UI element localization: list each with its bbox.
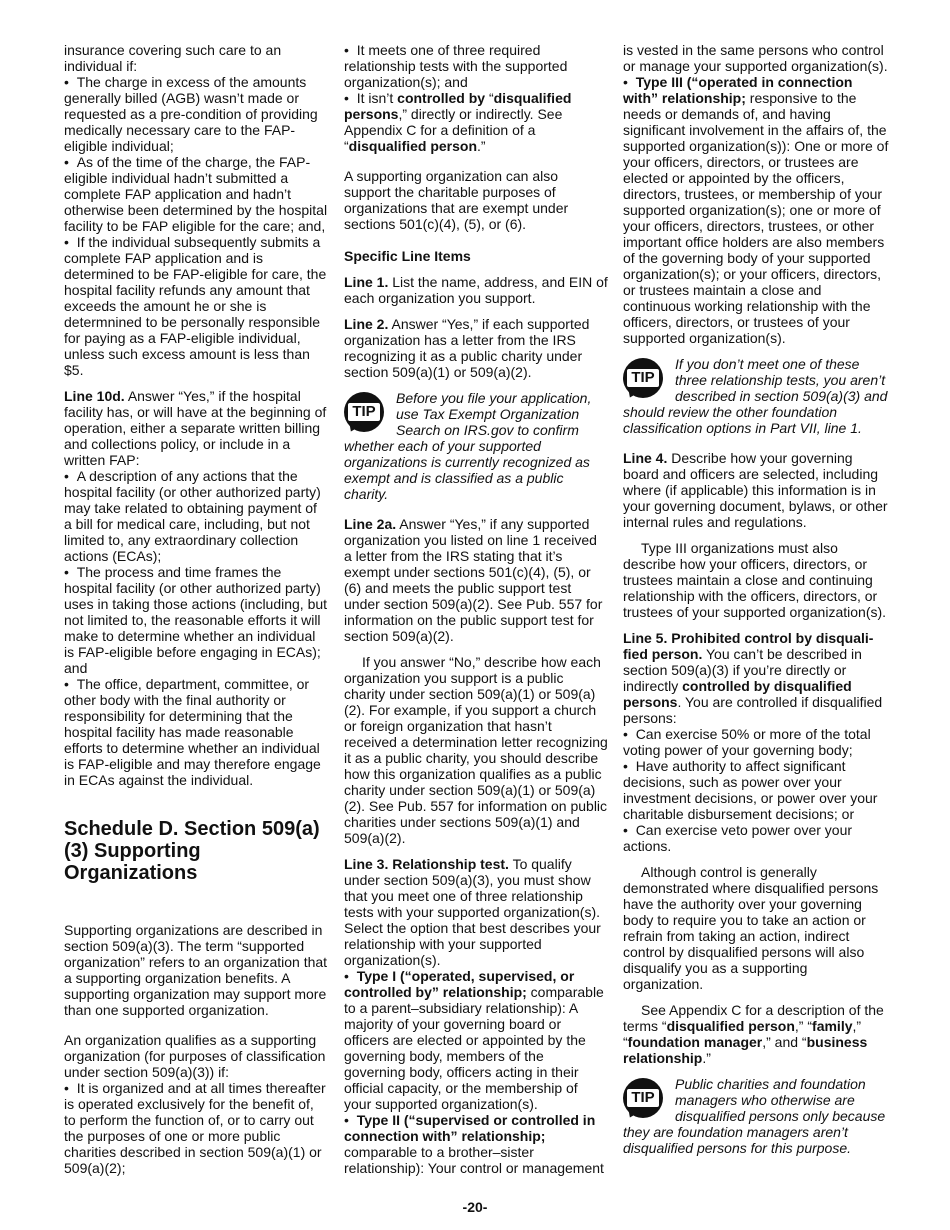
text: ,” “: [623, 1018, 862, 1050]
tip-icon: [344, 392, 388, 436]
tip-box: [623, 1076, 889, 1156]
line-4-heading: Line 4.: [623, 450, 668, 466]
bold-term: family: [812, 1018, 853, 1034]
line-1-paragraph: [344, 274, 608, 306]
bullet-item: [623, 74, 889, 346]
paragraph: is vested in the same persons who control or manage your supported organization(s).: [623, 42, 888, 74]
line-2-heading: Line 2.: [344, 316, 389, 332]
bullet-item: • A description of any actions that the hospital facility (or other authorized party) may take related to obtaining payment of a bill for medical care, including, but not limited to, any extraordinary collection actions (ECAs);: [64, 468, 328, 564]
line-2a-paragraph: [344, 516, 608, 644]
text: ,” “: [794, 1018, 813, 1034]
text: It isn’t: [356, 90, 398, 106]
text: . You are controlled if disqualified persons:: [623, 694, 883, 726]
text: You can’t be described in section 509(a)(3) if you’re directly or indirectly: [623, 646, 862, 694]
paragraph: [623, 1002, 889, 1066]
line-1-heading: Line 1.: [344, 274, 389, 290]
bullet-item: • It is organized and at all times thereafter is operated exclusively for the benefit of, to perform the function of, or to carry out the purposes of one or more public charities described in section 509(a)(1) or 509(a)(2);: [64, 1080, 328, 1176]
text: ,” directly or indirectly. See Appendix C for a definition of a “: [344, 106, 563, 154]
paragraph: A supporting organization can also support the charitable purposes of organizations that are exempt under sections 501(c)(4), (5), or (6).: [344, 168, 569, 232]
bold-term: disqualified person: [666, 1018, 795, 1034]
line-5-paragraph: [623, 630, 889, 726]
bullet-item: • It meets one of three required relationship tests with the supported organization(s); and: [344, 42, 608, 90]
bullet-item: • If the individual subsequently submits a complete FAP application and is determined to be FAP-eligible for care, the hospital facility refunds any amount that exceeds the amount he or she is determnined to be personally responsible for paying as a FAP-eligible individual, unless such excess amount is less than $5.: [64, 234, 328, 378]
bullet-item: • Have authority to affect significant decisions, such as power over your investment decisions, or power over your charitable disbursement decisions; or: [623, 758, 889, 822]
line-10d-heading: Line 10d.: [64, 388, 125, 404]
page-number: -20-: [462, 1199, 488, 1215]
line-1-text: List the name, address, and EIN of each organization you support.: [344, 274, 608, 306]
line-3-paragraph: [344, 856, 608, 968]
text: ,” and “: [762, 1034, 807, 1050]
line-2a-text: Answer “Yes,” if any supported organization you listed on line 1 received a letter from the IRS stating that it’s exempt under sections 501(c)(4), (5), or (6) and meets the public support test under section 509(a)(2). See Pub. 557 for information on the public support test for section 509(a)(2).: [344, 516, 603, 644]
bold-term: controlled by: [397, 90, 486, 106]
line-2a-heading: Line 2a.: [344, 516, 397, 532]
bold-term: disqualified persons: [344, 90, 572, 122]
line-2-paragraph: [344, 316, 608, 380]
paragraph: An organization qualifies as a supporting organization (for purposes of classification under section 509(a)(3)) if:: [64, 1032, 326, 1080]
text: “: [485, 90, 494, 106]
bold-term: business relationship: [623, 1034, 868, 1066]
tip-text: If you don’t meet one of these three relationship tests, you aren’t described in section 509(a)(3) and should review the other foundation classification options in Part VII, line 1.: [623, 356, 888, 436]
bold-term: foundation manager: [627, 1034, 763, 1050]
paragraph: If you answer “No,” describe how each organization you support is a public charity under section 509(a)(1) or 509(a)(2). For example, if you support a church or foreign organization that hasn’t received a determination letter recognizing it as a public charity, you should describe how this organization qualifies as a public charity under section 509(a)(1) or 509(a)(2). See Pub. 557 for information on public charities under sections 509(a)(1) and 509(a)(2).: [344, 654, 608, 846]
tip-text: Public charities and foundation managers who otherwise are disqualified persons only because they are foundation managers aren’t disqualified persons for this purpose.: [623, 1076, 886, 1156]
line-4-text: Describe how your governing board and officers are selected, including where (if applicable) this information is in your governing document, bylaws, or other internal rules and regulations.: [623, 450, 888, 530]
bold-term: controlled by disqualified persons: [623, 678, 852, 710]
bullet-item: • The process and time frames the hospital facility (or other authorized party) uses in taking those actions (including, but not limited to, the reasonable efforts it will make to determine whether an individual is FAP-eligible before engaging in ECAs); and: [64, 564, 328, 676]
subheading: Specific Line Items: [344, 248, 471, 264]
bullet-item: [344, 90, 608, 154]
tip-icon: [623, 1078, 667, 1122]
tip-text: Before you file your application, use Tax Exempt Organization Search on IRS.gov to confirm whether each of your supported organizations is currently recognized as exempt and is classified as a public charity.: [344, 390, 592, 502]
bullet-item: [344, 1112, 608, 1176]
bullet-item: • As of the time of the charge, the FAP-eligible individual hadn’t submitted a complete FAP application and hadn’t otherwise been determined by the hospital facility to be FAP eligible for the care; and,: [64, 154, 328, 234]
bullet-item: • Can exercise 50% or more of the total voting power of your governing body;: [623, 726, 889, 758]
column-right: [623, 42, 889, 1156]
bullet-item: • The office, department, committee, or other body with the final authority or responsibility for determining that the hospital facility has made reasonable efforts to determine whether an individual is FAP-eligible and may therefore engage in ECAs against the individual.: [64, 676, 328, 788]
text: See Appendix C for a description of the terms “: [623, 1002, 884, 1034]
bullet-item: • Can exercise veto power over your actions.: [623, 822, 889, 854]
paragraph: Although control is generally demonstrated where disqualified persons have the authority over your governing body to require you to take an action or refrain from taking an action, indirect control by disqualified persons will also disqualify you as a supporting organization.: [623, 864, 879, 992]
section-heading: Schedule D. Section 509(a)(3) Supporting Organizations: [64, 818, 320, 884]
tip-box: [623, 356, 889, 436]
text: .”: [702, 1050, 711, 1066]
line-5-heading: Line 5. Prohibited control by disquali-fied person.: [623, 630, 874, 662]
tip-label: TIP: [348, 403, 380, 421]
line-10d-text: Answer “Yes,” if the hospital facility has, or will have at the beginning of operation, either a separate written billing and collections policy, or include in a written FAP:: [64, 388, 327, 468]
line-3-heading: Line 3. Relationship test.: [344, 856, 509, 872]
type-3-heading: Type III (“operated in connection with” relationship;: [623, 74, 853, 106]
bullet-item: [344, 968, 608, 1112]
paragraph: Type III organizations must also describe how your officers, directors, or trustees maintain a close and continuing relationship with the officers, directors, or trustees of your supported organization(s).: [623, 540, 887, 620]
column-middle: [344, 42, 608, 1176]
type-3-text: responsive to the needs or demands of, and having significant involvement in the affairs of, the supported organization(s)): One or more of your officers, directors, or trustees are elected or appointed by the officers, directors, trustees, or membership of your supported organization(s); one or more of your officers, directors, trustees, or other important office holders are also members of the governing body of your supported organization(s); or your officers, directors, or trustees maintain a close and continuous working relationship with the officers, directors, or trustees of your supported organization(s).: [623, 90, 889, 346]
line-10d-paragraph: [64, 388, 328, 468]
bold-term: disqualified person: [348, 138, 478, 154]
paragraph: Supporting organizations are described in section 509(a)(3). The term “supported organization” refers to an organization that a supporting organization benefits. A supporting organization may support more than one supported organization.: [64, 922, 328, 1018]
tip-icon: [623, 358, 667, 402]
line-4-paragraph: [623, 450, 889, 530]
type-2-text: comparable to a brother–sister relationship): Your control or management: [344, 1144, 604, 1176]
bullet-item: • The charge in excess of the amounts generally billed (AGB) wasn’t made or requested as a pre-condition of providing medically necessary care to the FAP-eligible individual;: [64, 74, 328, 154]
type-2-heading: Type II (“supervised or controlled in connection with” relationship;: [344, 1112, 596, 1144]
column-left: [64, 42, 328, 1176]
line-2-text: Answer “Yes,” if each supported organization has a letter from the IRS recognizing it as a public charity under section 509(a)(1) or 509(a)(2).: [344, 316, 590, 380]
tip-box: [344, 390, 608, 502]
type-1-text: comparable to a parent–subsidiary relationship): A majority of your governing board or officers are elected or appointed by the governing body, members of the governing body, officers acting in their official capacity, or the membership of your supported organization(s).: [344, 984, 604, 1112]
type-1-heading: Type I (“operated, supervised, or controlled by” relationship;: [344, 968, 575, 1000]
paragraph: insurance covering such care to an individual if:: [64, 42, 282, 74]
tip-label: TIP: [627, 369, 659, 387]
text: .”: [477, 138, 486, 154]
tip-label: TIP: [627, 1089, 659, 1107]
line-3-text: To qualify under section 509(a)(3), you must show that you meet one of three relationship tests with your supported organization(s). Select the option that best describes your relationship with your supported organization(s).: [344, 856, 601, 968]
